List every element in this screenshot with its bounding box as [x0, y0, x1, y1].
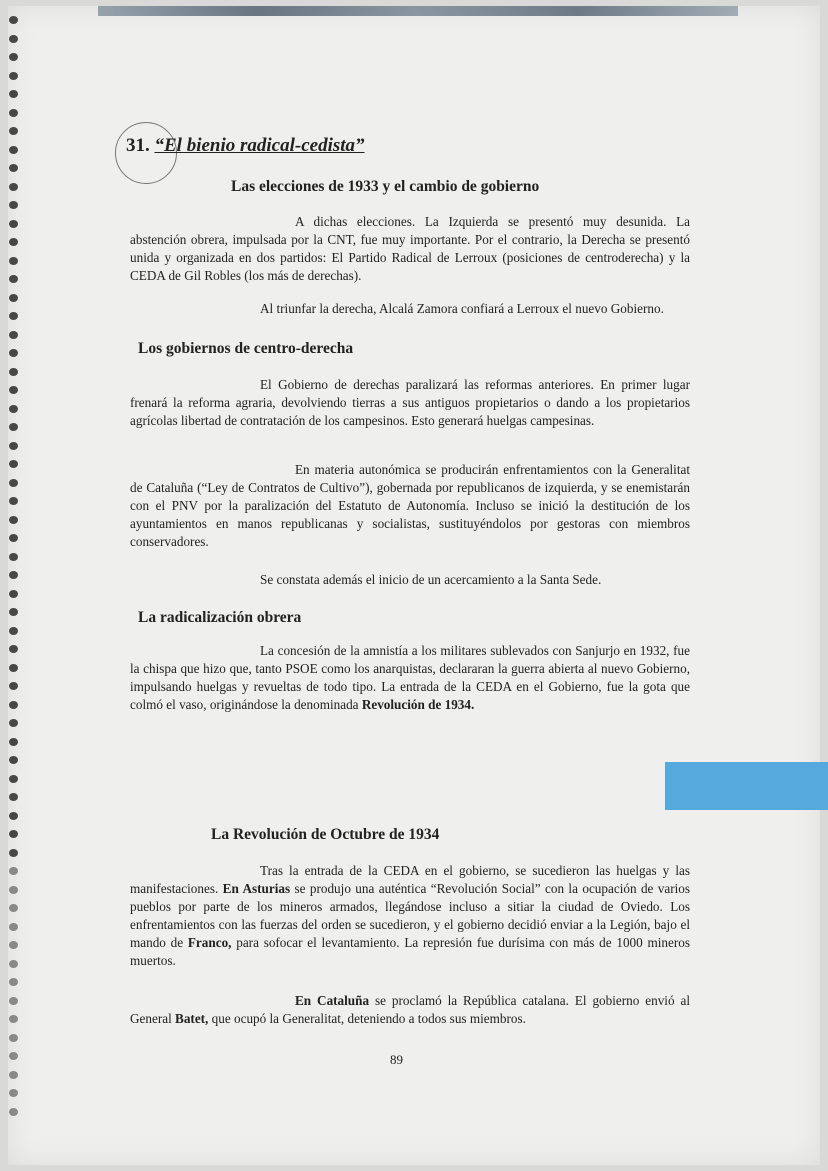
- paragraph: Tras la entrada de la CEDA en el gobierno, se sucedieron las huelgas y las manifestaciones. En Asturias se produjo una auténtica “Revolución Social” con la ocupación de varios pueblos por parte de los mineros armados, llegándose incluso a sitiar la ciudad de Oviedo. Los enfrentamientos con las fuerzas del orden se sucedieron, y el gobierno decidió enviar a la Legión, bajo el mando de Franco, para sofocar el levantamiento. La represión fue durísima con más de 1000 mineros muertos.: [130, 863, 691, 968]
- paragraph: La concesión de la amnistía a los militares sublevados con Sanjurjo en 1932, fue la chispa que hizo que, tanto PSOE como los anarquistas, declararan la guerra abierta al nuevo Gobierno, impulsando huelgas y revueltas de todo tipo. La entrada de la CEDA en el Gobierno, fue la gota que colmó el vaso, originándose la denominada Revolución de 1934.: [130, 643, 690, 712]
- chapter-number: 31.: [126, 135, 150, 156]
- paragraph: El Gobierno de derechas paralizará las reformas anteriores. En primer lugar frenará la reforma agraria, devolviendo tierras a sus antiguos propietarios o dando a los propietarios agrícolas libertad de contratación de los campesinos. Esto generará huelgas campesinas.: [130, 377, 690, 428]
- paragraph: En materia autonómica se producirán enfrentamientos con la Generalitat de Cataluña (“Ley de Contratos de Cultivo”), gobernada por republicanos de izquierda, y se enemistarán con el PNV por la paralización del Estatuto de Autonomía. Incluso se inició la destitución de los ayuntamientos en manos republicanas y socialistas, sustituyéndolos por gestoras con miembros conservadores.: [130, 462, 690, 549]
- section-heading-governments: Los gobiernos de centro-derecha: [138, 340, 354, 357]
- paragraph: A dichas elecciones. La Izquierda se presentó muy desunida. La abstención obrera, impulsada por la CNT, fue muy importante. Por el contrario, la Derecha se presentó unida y organizada en dos partidos: El Partido Radical de Lerroux (posiciones de centroderecha) y la CEDA de Gil Robles (los más de derechas).: [130, 214, 690, 283]
- section-heading-revolution: La Revolución de Octubre de 1934: [211, 826, 440, 843]
- paragraph: En Cataluña se proclamó la República catalana. El gobierno envió al General Batet, que ocupó la Generalitat, deteniendo a todos sus miembros.: [130, 993, 690, 1026]
- chapter-title-text: “El bienio radical-cedista”: [154, 135, 365, 156]
- document-page: [8, 6, 820, 1165]
- paragraph: Se constata además el inicio de un acercamiento a la Santa Sede.: [260, 572, 602, 587]
- section-heading-radicalization: La radicalización obrera: [138, 609, 302, 626]
- page-number: 89: [390, 1052, 403, 1067]
- chapter-title: [126, 135, 365, 157]
- section-heading-elections: Las elecciones de 1933 y el cambio de gobierno: [231, 178, 540, 195]
- paragraph: Al triunfar la derecha, Alcalá Zamora confiará a Lerroux el nuevo Gobierno.: [260, 301, 664, 316]
